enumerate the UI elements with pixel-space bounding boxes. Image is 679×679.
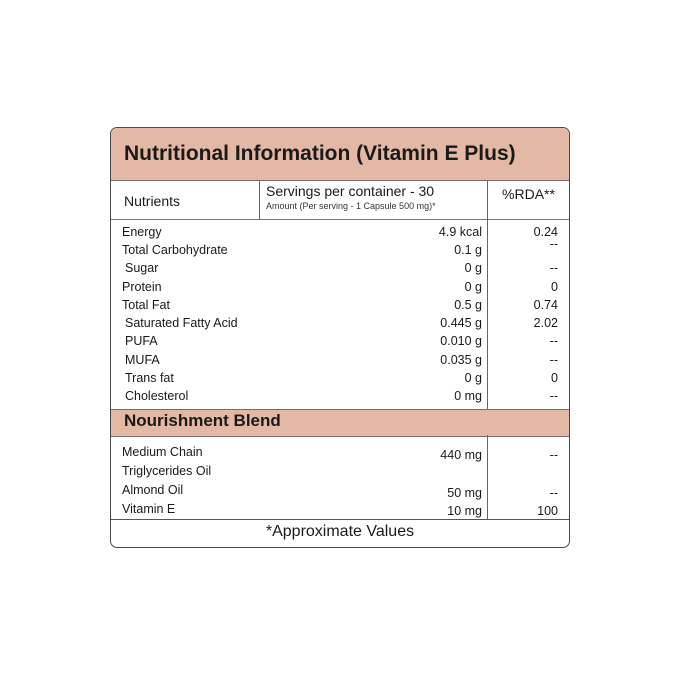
table-row <box>111 445 569 463</box>
nutrient-name: Sugar <box>125 261 159 275</box>
table-row <box>111 389 569 407</box>
ingredient-rda: -- <box>549 448 558 462</box>
table-row <box>111 261 569 279</box>
header-amount: Amount (Per serving - 1 Capsule 500 mg)* <box>266 201 436 211</box>
nutrient-amount: 0.1 g <box>454 243 482 257</box>
panel-title: Nutritional Information (Vitamin E Plus) <box>124 142 516 165</box>
nutrient-name: Cholesterol <box>125 389 189 403</box>
nutrient-rda: 0.24 <box>533 225 558 239</box>
nutrient-rda: -- <box>549 237 558 251</box>
nutrient-name: Trans fat <box>125 371 174 385</box>
nutrient-amount: 0.445 g <box>440 316 482 330</box>
nutrient-rda: 2.02 <box>533 316 558 330</box>
nutrient-rda: -- <box>549 353 558 367</box>
table-row <box>111 280 569 298</box>
nutrient-amount: 0.010 g <box>440 334 482 348</box>
ingredient-name-line2: Triglycerides Oil <box>122 464 212 478</box>
nutrient-amount: 0 g <box>464 261 482 275</box>
ingredient-name: Vitamin E <box>122 502 176 516</box>
ingredient-amount: 50 mg <box>447 486 482 500</box>
table-row <box>111 298 569 316</box>
nutrient-rda: 0 <box>551 280 558 294</box>
nutrient-rda: -- <box>549 261 558 275</box>
nutrient-amount: 0.5 g <box>454 298 482 312</box>
header-servings: Servings per container - 30 <box>266 183 435 199</box>
nutrient-amount: 0.035 g <box>440 353 482 367</box>
nutrient-name: Total Carbohydrate <box>122 243 228 257</box>
footnote: *Approximate Values <box>265 523 415 540</box>
nutrient-amount: 0 g <box>464 371 482 385</box>
ingredient-name: Almond Oil <box>122 483 184 497</box>
table-row <box>111 353 569 371</box>
nutrient-rda: 0.74 <box>533 298 558 312</box>
table-row <box>111 237 569 261</box>
ingredient-amount: 10 mg <box>447 504 482 518</box>
ingredient-rda: 100 <box>537 504 558 518</box>
table-row <box>111 316 569 334</box>
header-rda: %RDA** <box>502 186 555 202</box>
blend-title: Nourishment Blend <box>124 411 281 430</box>
nutrient-name: Energy <box>122 225 162 239</box>
divider <box>259 181 260 219</box>
nutrient-amount: 4.9 kcal <box>438 225 482 239</box>
nutrient-name: Saturated Fatty Acid <box>125 316 238 330</box>
ingredient-rda: -- <box>549 486 558 500</box>
ingredient-amount: 440 mg <box>440 448 482 462</box>
footer-divider <box>111 519 569 520</box>
ingredient-name: Medium Chain <box>122 445 203 459</box>
nutrient-rda: -- <box>549 389 558 403</box>
nutrient-amount: 0 g <box>464 280 482 294</box>
nutrient-name: PUFA <box>125 334 158 348</box>
table-row <box>111 483 569 501</box>
nutrient-amount: 0 mg <box>454 389 482 403</box>
nutrient-name: Protein <box>122 280 162 294</box>
nutrition-panel <box>110 127 570 548</box>
nutrient-rda: 0 <box>551 371 558 385</box>
nutrient-rda: -- <box>549 334 558 348</box>
nutrient-name: Total Fat <box>122 298 170 312</box>
table-row <box>111 334 569 352</box>
table-row <box>111 464 569 482</box>
header-nutrients: Nutrients <box>124 193 181 209</box>
table-row <box>111 502 569 520</box>
table-row <box>111 371 569 389</box>
nutrient-name: MUFA <box>125 353 160 367</box>
